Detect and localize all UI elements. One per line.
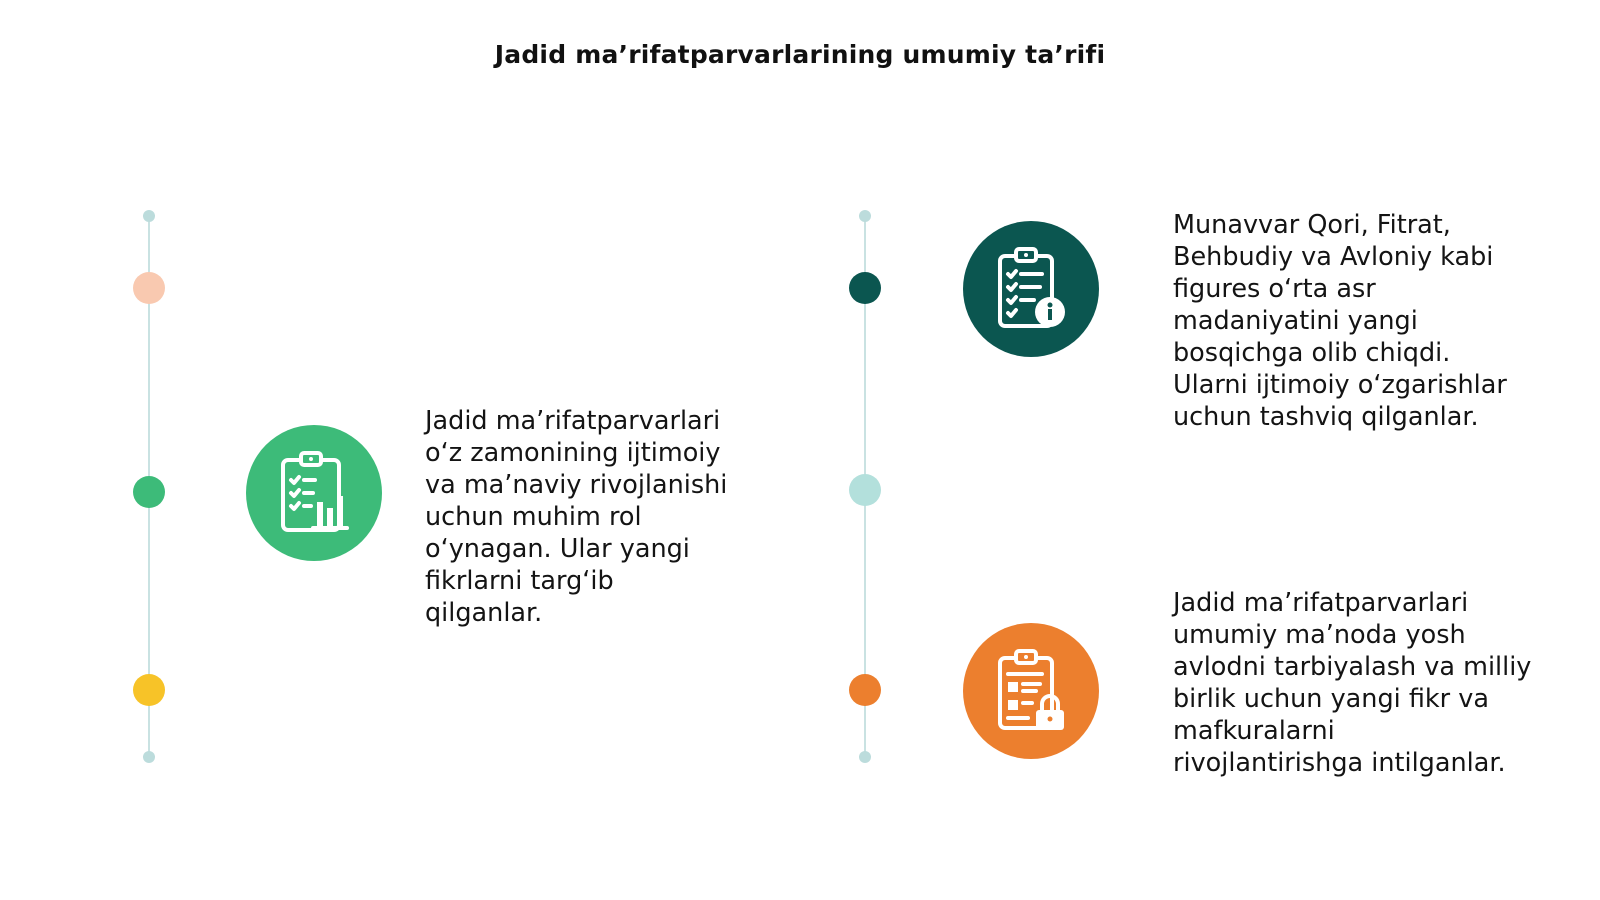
clipboard-info-icon [963,221,1099,357]
timeline-right-start-dot [859,210,871,222]
timeline-right [845,210,885,770]
clipboard-lock-icon [963,623,1099,759]
page-title: Jadid ma’rifatparvarlarining umumiy ta’rifi [494,40,1106,69]
timeline-left [129,210,169,770]
timeline-left-end-dot [143,751,155,763]
timeline-right-dot-orange [849,674,881,706]
timeline-right-dot-dark-teal [849,272,881,304]
timeline-right-dot-light-teal [849,474,881,506]
timeline-right-end-dot [859,751,871,763]
timeline-left-dot-yellow [133,674,165,706]
timeline-left-dot-green [133,476,165,508]
item-1-text: Jadid ma’rifatparvarlari o‘z zamonining ijtimoiy va ma’naviy rivojlanishi uchun muhim rol o‘ynagan. Ular yangi fikrlarni targ‘ib qilganlar. [425,406,728,628]
item-3-text: Jadid ma’rifatparvarlari umumiy ma’noda yosh avlodni tarbiyalash va milliy birlik uchun yangi fikr va mafkuralarni rivojlantirishga intilganlar. [1173,588,1532,778]
clipboard-chart-icon [246,425,382,561]
item-2-text: Munavvar Qori, Fitrat, Behbudiy va Avloniy kabi figures o‘rta asr madaniyatini yangi bosqichga olib chiqdi. Ularni ijtimoiy o‘zgarishlar uchun tashviq qilganlar. [1173,210,1507,432]
timeline-left-start-dot [143,210,155,222]
timeline-left-dot-peach [133,272,165,304]
